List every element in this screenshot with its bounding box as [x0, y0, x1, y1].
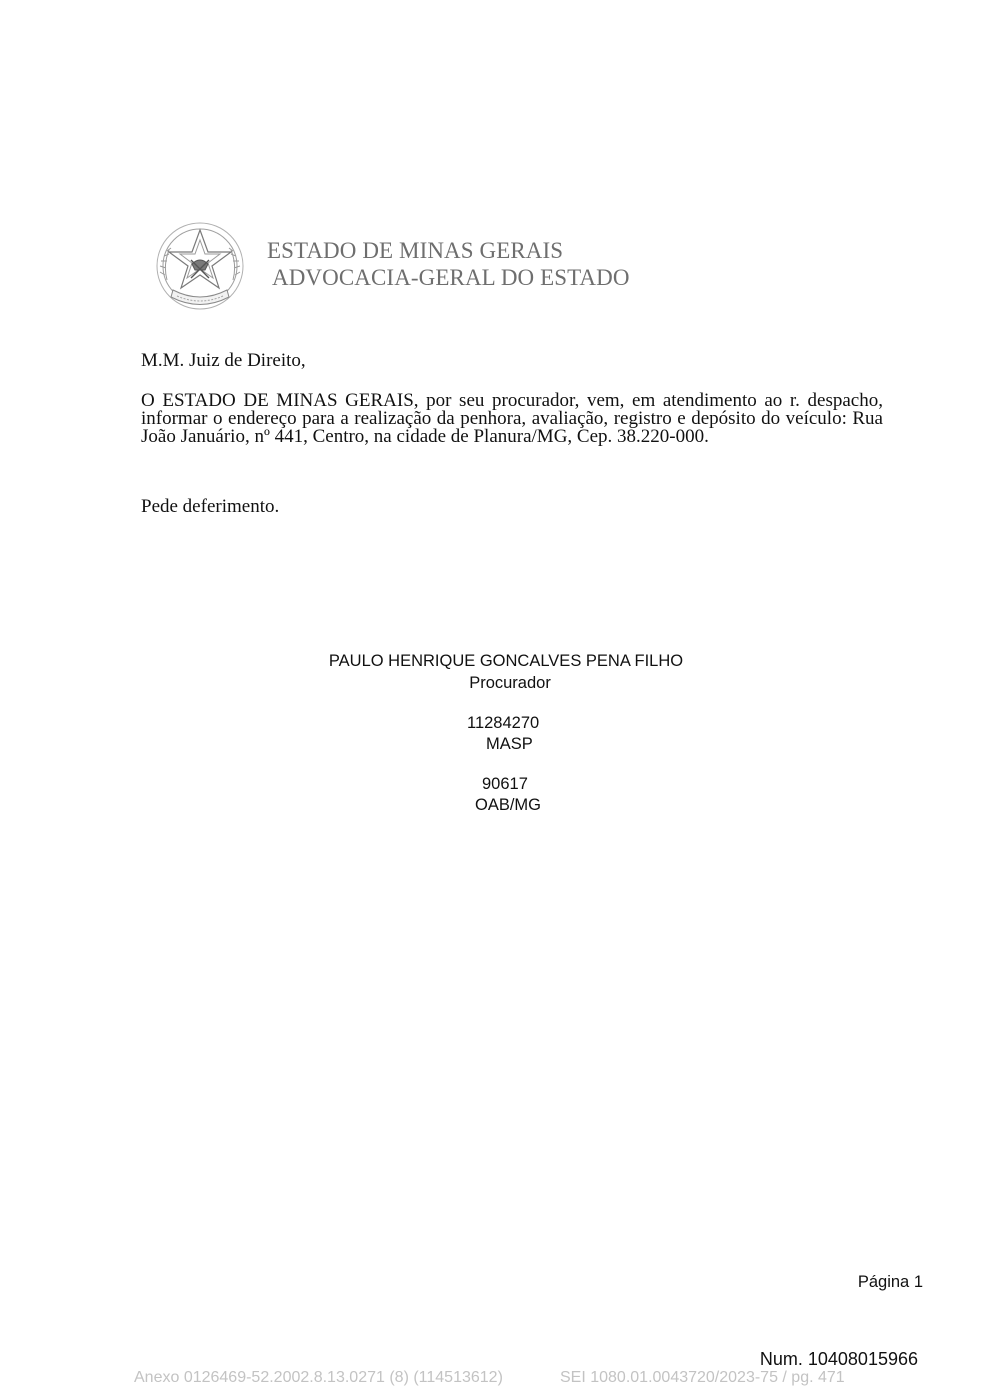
signatory-role: Procurador: [469, 674, 551, 692]
oab-number: 90617: [482, 775, 528, 793]
header-state-name: ESTADO DE MINAS GERAIS: [267, 238, 564, 263]
header-title: [267, 237, 630, 291]
masp-number: 11284270: [467, 714, 540, 732]
header-agency-name: ADVOCACIA-GERAL DO ESTADO: [272, 265, 630, 290]
coat-of-arms-seal-icon: [155, 220, 245, 312]
sei-stamp: SEI 1080.01.0043720/2023-75 / pg. 471: [560, 1369, 845, 1386]
page-number: Página 1: [857, 1273, 923, 1291]
oab-label: OAB/MG: [475, 796, 542, 814]
annex-stamp: Anexo 0126469-52.2002.8.13.0271 (8) (114513612): [134, 1369, 503, 1386]
body-paragraph: O ESTADO DE MINAS GERAIS, por seu procurador, vem, em atendimento ao r. despacho, informar o endereço para a realização da penhora, avaliação, registro e depósito do veículo: Rua João Januário, nº 441, Centro, na cidade de Planura/MG, Cep. 38.220-000.: [141, 390, 883, 447]
closing-line: Pede deferimento.: [141, 496, 280, 517]
signatory-name: PAULO HENRIQUE GONCALVES PENA FILHO: [328, 652, 684, 670]
masp-label: MASP: [486, 735, 533, 753]
document-number: Num. 10408015966: [759, 1349, 918, 1369]
salutation: M.M. Juiz de Direito,: [141, 350, 306, 371]
